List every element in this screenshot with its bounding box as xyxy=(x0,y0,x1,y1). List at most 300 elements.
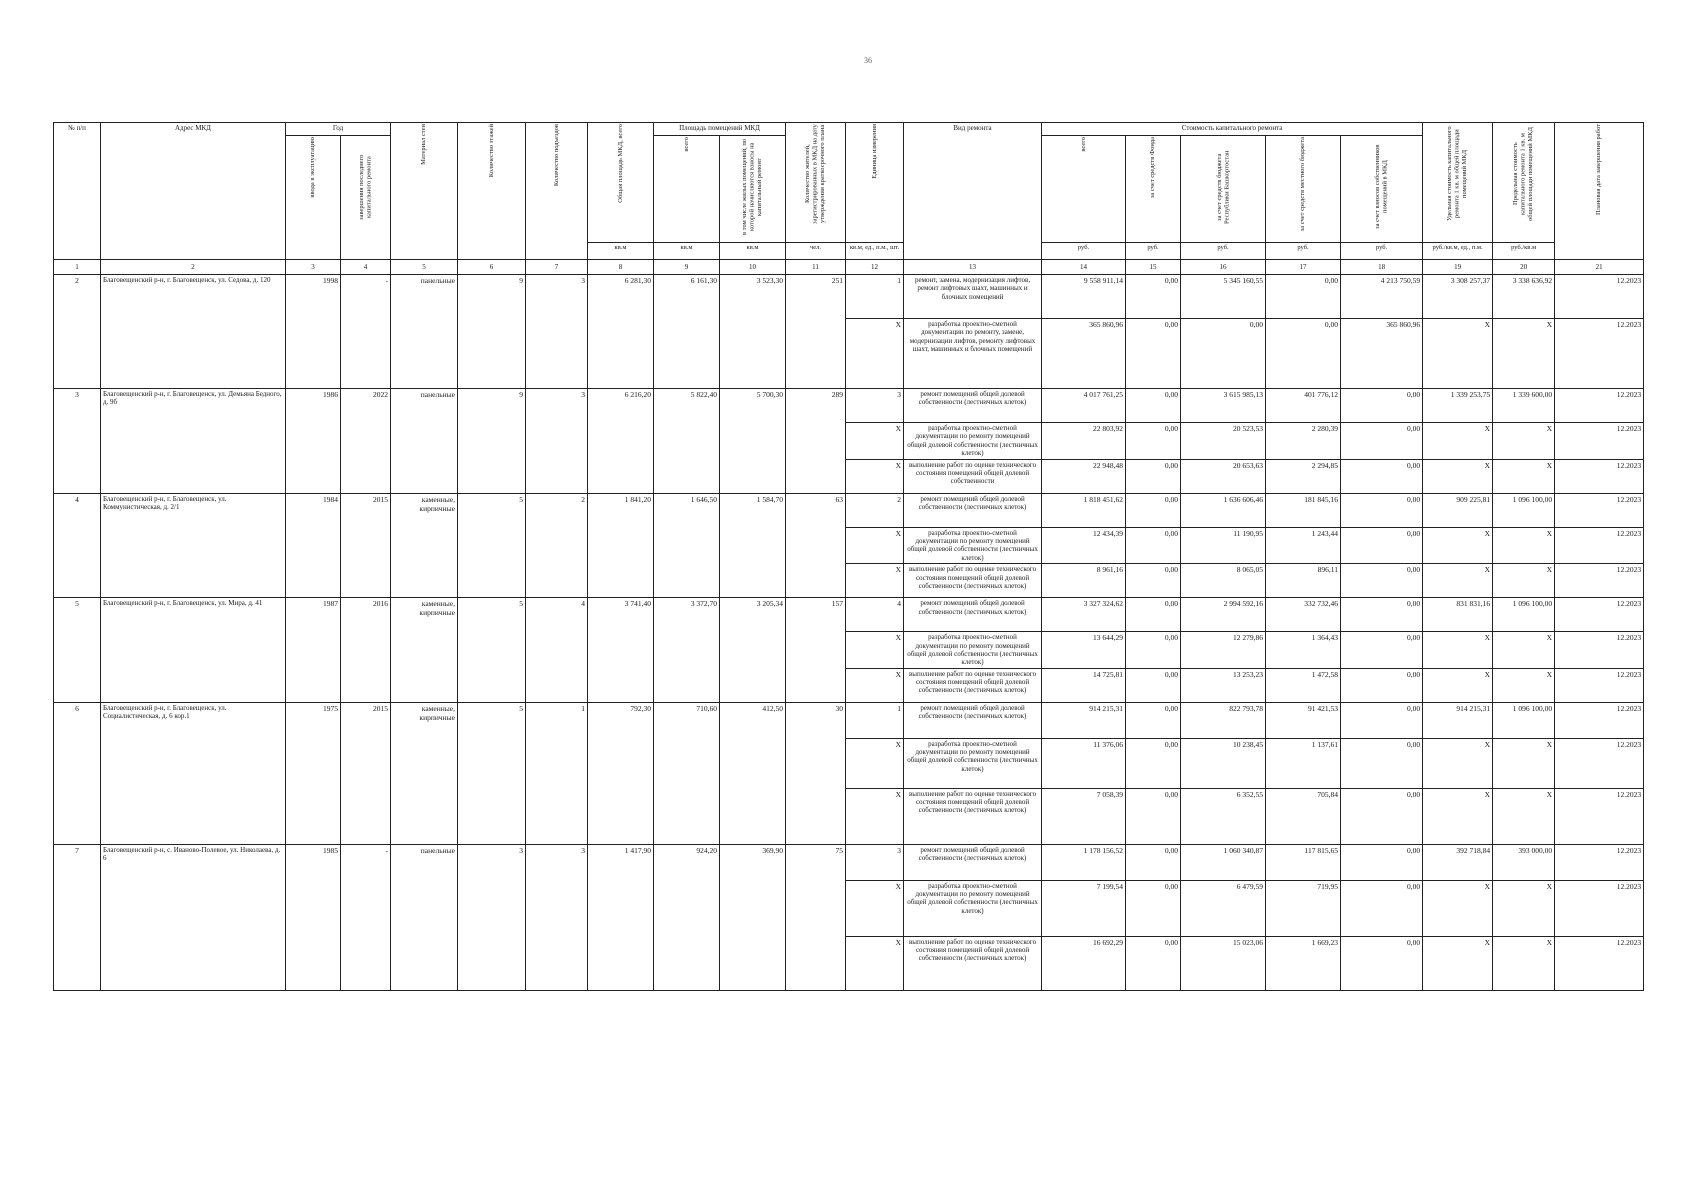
column-number: 14 xyxy=(1042,260,1126,275)
cost-republic-cell: 1 636 606,46 xyxy=(1181,493,1266,527)
wall-material-cell: панельные xyxy=(391,844,458,990)
total-area-cell: 3 741,40 xyxy=(588,598,654,703)
cost-fund-cell: 0,00 xyxy=(1126,738,1181,788)
repair-type-cell: ремонт, замена, модернизация лифтов, ремонт лифтовых шахт, машинных и блочных помещений xyxy=(904,275,1042,319)
column-number: 6 xyxy=(458,260,526,275)
cost-fund-cell: 0,00 xyxy=(1126,668,1181,702)
column-number: 15 xyxy=(1126,260,1181,275)
unit-cost-cell: 909 225,81 xyxy=(1423,493,1493,527)
col-header-unit: Единица измерения xyxy=(846,123,904,243)
deadline-cell: 12.2023 xyxy=(1555,632,1644,669)
repair-type-cell: разработка проектно-сметной документации по ремонту помещений общей долевой собственности (лестничных клеток) xyxy=(904,527,1042,564)
floors-cell: 5 xyxy=(458,493,526,598)
cost-total-cell: 1 818 451,62 xyxy=(1042,493,1126,527)
cost-total-cell: 7 199,54 xyxy=(1042,880,1126,936)
limit-cost-cell: 3 338 636,92 xyxy=(1493,275,1555,319)
total-area-cell: 792,30 xyxy=(588,702,654,844)
deadline-cell: 12.2023 xyxy=(1555,738,1644,788)
unit-cost-cell: X xyxy=(1423,880,1493,936)
unit-cell: X xyxy=(846,738,904,788)
col-header-area-residential: в том числе жилых помещений, по которой начисляются взносы на капитальный ремонт xyxy=(720,136,786,243)
cost-fund-cell: 0,00 xyxy=(1126,702,1181,738)
wall-material-cell: каменные, кирпичные xyxy=(391,493,458,598)
deadline-cell: 12.2023 xyxy=(1555,844,1644,880)
cost-fund-cell: 0,00 xyxy=(1126,389,1181,423)
deadline-cell: 12.2023 xyxy=(1555,936,1644,990)
unit-cost-cell: X xyxy=(1423,788,1493,844)
unit-cell: X xyxy=(846,788,904,844)
year-last-repair-cell: 2015 xyxy=(341,493,391,598)
unit-cost-cell: X xyxy=(1423,423,1493,460)
cost-total-cell: 14 725,81 xyxy=(1042,668,1126,702)
table-body xyxy=(54,275,1644,991)
cost-republic-cell: 1 060 340,87 xyxy=(1181,844,1266,880)
cost-total-cell: 22 948,48 xyxy=(1042,459,1126,493)
cost-local-cell: 0,00 xyxy=(1266,275,1341,319)
cost-fund-cell: 0,00 xyxy=(1126,880,1181,936)
cost-total-cell: 1 178 156,52 xyxy=(1042,844,1126,880)
column-number: 20 xyxy=(1493,260,1555,275)
total-area-cell: 6 216,20 xyxy=(588,389,654,494)
repair-type-cell: выполнение работ по оценке технического состояния помещений общей долевой собственности (лестничных клеток) xyxy=(904,668,1042,702)
year-commission-cell: 1986 xyxy=(286,389,341,494)
col-header-total-area: Общая площадь МКД, всего xyxy=(588,123,654,243)
row-number: 7 xyxy=(54,844,101,990)
column-number: 9 xyxy=(654,260,720,275)
limit-cost-cell: 1 096 100,00 xyxy=(1493,598,1555,632)
cost-republic-cell: 5 345 160,55 xyxy=(1181,275,1266,319)
repair-type-cell: выполнение работ по оценке технического состояния помещений общей долевой собственности (лестничных клеток) xyxy=(904,788,1042,844)
entrances-cell: 2 xyxy=(526,493,588,598)
limit-cost-cell: 1 096 100,00 xyxy=(1493,702,1555,738)
col-header-n: № п/п xyxy=(54,123,101,260)
cost-local-cell: 1 137,61 xyxy=(1266,738,1341,788)
unit-cell: X xyxy=(846,880,904,936)
unit-cost-total: руб. xyxy=(1042,243,1126,260)
cost-total-cell: 7 058,39 xyxy=(1042,788,1126,844)
limit-cost-cell: X xyxy=(1493,788,1555,844)
column-number: 19 xyxy=(1423,260,1493,275)
wall-material-cell: каменные, кирпичные xyxy=(391,598,458,703)
year-commission-cell: 1975 xyxy=(286,702,341,844)
address-cell: Благовещенский р-н, г. Благовещенск, ул. Седова, д. 120 xyxy=(101,275,286,389)
cost-fund-cell: 0,00 xyxy=(1126,493,1181,527)
column-number: 1 xyxy=(54,260,101,275)
col-header-limit-cost: Предельная стоимость капитального ремонта 1 кв. м общей площади помещений МКД xyxy=(1493,123,1555,243)
column-number: 11 xyxy=(786,260,846,275)
row-number: 2 xyxy=(54,275,101,389)
floors-cell: 9 xyxy=(458,389,526,494)
entrances-cell: 3 xyxy=(526,389,588,494)
cost-owners-cell: 0,00 xyxy=(1341,527,1423,564)
table-row xyxy=(54,702,1644,738)
column-number: 3 xyxy=(286,260,341,275)
cost-republic-cell: 15 023,06 xyxy=(1181,936,1266,990)
area-all-cell: 3 372,70 xyxy=(654,598,720,703)
entrances-cell: 3 xyxy=(526,275,588,389)
cost-fund-cell: 0,00 xyxy=(1126,459,1181,493)
col-header-floors: Количество этажей xyxy=(458,123,526,260)
total-area-cell: 1 417,90 xyxy=(588,844,654,990)
limit-cost-cell: X xyxy=(1493,564,1555,598)
wall-material-cell: панельные xyxy=(391,389,458,494)
entrances-cell: 1 xyxy=(526,702,588,844)
limit-cost-cell: X xyxy=(1493,527,1555,564)
col-header-year-group: Год xyxy=(286,123,391,136)
column-number: 7 xyxy=(526,260,588,275)
cost-local-cell: 896,11 xyxy=(1266,564,1341,598)
unit-cost-cell: 392 718,84 xyxy=(1423,844,1493,880)
cost-local-cell: 401 776,12 xyxy=(1266,389,1341,423)
year-last-repair-cell: 2022 xyxy=(341,389,391,494)
cost-total-cell: 4 017 761,25 xyxy=(1042,389,1126,423)
deadline-cell: 12.2023 xyxy=(1555,598,1644,632)
column-number: 2 xyxy=(101,260,286,275)
column-number: 17 xyxy=(1266,260,1341,275)
col-header-cost-group: Стоимость капитального ремонта xyxy=(1042,123,1423,136)
cost-local-cell: 0,00 xyxy=(1266,319,1341,389)
cost-total-cell: 13 644,29 xyxy=(1042,632,1126,669)
total-area-cell: 6 281,30 xyxy=(588,275,654,389)
col-header-deadline: Плановая дата завершения работ xyxy=(1555,123,1644,260)
col-header-area-group: Площадь помещений МКД xyxy=(654,123,786,136)
cost-republic-cell: 12 279,86 xyxy=(1181,632,1266,669)
deadline-cell: 12.2023 xyxy=(1555,319,1644,389)
area-residential-cell: 5 700,30 xyxy=(720,389,786,494)
row-number: 4 xyxy=(54,493,101,598)
cost-total-cell: 16 692,29 xyxy=(1042,936,1126,990)
unit-area-all: кв.м xyxy=(654,243,720,260)
unit-cost-republic: руб. xyxy=(1181,243,1266,260)
deadline-cell: 12.2023 xyxy=(1555,275,1644,319)
cost-owners-cell: 0,00 xyxy=(1341,738,1423,788)
floors-cell: 5 xyxy=(458,702,526,844)
cost-republic-cell: 11 190,95 xyxy=(1181,527,1266,564)
repair-type-cell: разработка проектно-сметной документации по ремонту, замене, модернизации лифтов, ремонту лифтовых шахт, машинных и блочных помещений xyxy=(904,319,1042,389)
unit-cost-cell: X xyxy=(1423,527,1493,564)
unit-cost-cell: X xyxy=(1423,319,1493,389)
unit-cell: 3 xyxy=(846,389,904,423)
residents-cell: 157 xyxy=(786,598,846,703)
cost-fund-cell: 0,00 xyxy=(1126,936,1181,990)
cost-total-cell: 3 327 324,62 xyxy=(1042,598,1126,632)
deadline-cell: 12.2023 xyxy=(1555,423,1644,460)
residents-cell: 63 xyxy=(786,493,846,598)
area-all-cell: 924,20 xyxy=(654,844,720,990)
residents-cell: 289 xyxy=(786,389,846,494)
cost-fund-cell: 0,00 xyxy=(1126,844,1181,880)
column-number: 16 xyxy=(1181,260,1266,275)
cost-owners-cell: 0,00 xyxy=(1341,788,1423,844)
cost-fund-cell: 0,00 xyxy=(1126,632,1181,669)
unit-cost-cell: X xyxy=(1423,564,1493,598)
deadline-cell: 12.2023 xyxy=(1555,493,1644,527)
cost-owners-cell: 0,00 xyxy=(1341,493,1423,527)
unit-cost-local: руб. xyxy=(1266,243,1341,260)
repair-type-cell: разработка проектно-сметной документации по ремонту помещений общей долевой собственности (лестничных клеток) xyxy=(904,880,1042,936)
cost-owners-cell: 0,00 xyxy=(1341,880,1423,936)
unit-cell: X xyxy=(846,319,904,389)
cost-republic-cell: 13 253,23 xyxy=(1181,668,1266,702)
area-residential-cell: 3 205,34 xyxy=(720,598,786,703)
floors-cell: 5 xyxy=(458,598,526,703)
unit-cost-cell: 914 215,31 xyxy=(1423,702,1493,738)
cost-owners-cell: 0,00 xyxy=(1341,389,1423,423)
cost-owners-cell: 0,00 xyxy=(1341,564,1423,598)
cost-fund-cell: 0,00 xyxy=(1126,527,1181,564)
cost-republic-cell: 3 615 985,13 xyxy=(1181,389,1266,423)
repair-plan-table xyxy=(53,122,1644,991)
cost-local-cell: 705,84 xyxy=(1266,788,1341,844)
year-last-repair-cell: - xyxy=(341,844,391,990)
column-number: 21 xyxy=(1555,260,1644,275)
column-number: 10 xyxy=(720,260,786,275)
cost-owners-cell: 0,00 xyxy=(1341,632,1423,669)
area-all-cell: 5 822,40 xyxy=(654,389,720,494)
limit-cost-cell: X xyxy=(1493,738,1555,788)
table-row xyxy=(54,844,1644,880)
cost-owners-cell: 0,00 xyxy=(1341,423,1423,460)
deadline-cell: 12.2023 xyxy=(1555,702,1644,738)
limit-cost-cell: X xyxy=(1493,319,1555,389)
cost-republic-cell: 6 479,59 xyxy=(1181,880,1266,936)
unit-unit-cost: руб./кв.м, ед., п.м. xyxy=(1423,243,1493,260)
entrances-cell: 4 xyxy=(526,598,588,703)
cost-owners-cell: 0,00 xyxy=(1341,844,1423,880)
cost-total-cell: 11 376,06 xyxy=(1042,738,1126,788)
cost-owners-cell: 4 213 750,59 xyxy=(1341,275,1423,319)
repair-type-cell: ремонт помещений общей долевой собственности (лестничных клеток) xyxy=(904,598,1042,632)
unit-cell: X xyxy=(846,423,904,460)
repair-type-cell: выполнение работ по оценке технического состояния помещений общей долевой собственности (лестничных клеток) xyxy=(904,564,1042,598)
unit-cost-fund: руб. xyxy=(1126,243,1181,260)
cost-total-cell: 9 558 911,14 xyxy=(1042,275,1126,319)
cost-local-cell: 332 732,46 xyxy=(1266,598,1341,632)
deadline-cell: 12.2023 xyxy=(1555,459,1644,493)
col-header-cost-local: за счет средств местного бюджета xyxy=(1266,136,1341,243)
address-cell: Благовещенский р-н, г. Благовещенск, ул. Демьяна Бедного, д. 9б xyxy=(101,389,286,494)
cost-total-cell: 8 961,16 xyxy=(1042,564,1126,598)
table-row xyxy=(54,493,1644,527)
col-header-wall-material: Материал стен xyxy=(391,123,458,260)
row-number: 6 xyxy=(54,702,101,844)
limit-cost-cell: X xyxy=(1493,632,1555,669)
deadline-cell: 12.2023 xyxy=(1555,880,1644,936)
cost-fund-cell: 0,00 xyxy=(1126,598,1181,632)
cost-local-cell: 117 815,65 xyxy=(1266,844,1341,880)
unit-residents: чел. xyxy=(786,243,846,260)
cost-total-cell: 914 215,31 xyxy=(1042,702,1126,738)
deadline-cell: 12.2023 xyxy=(1555,788,1644,844)
cost-republic-cell: 0,00 xyxy=(1181,319,1266,389)
cost-owners-cell: 365 860,96 xyxy=(1341,319,1423,389)
area-residential-cell: 3 523,30 xyxy=(720,275,786,389)
col-header-residents: Количество жителей, зарегистрированных в МКД на дату утверждения краткосрочного плана xyxy=(786,123,846,243)
cost-owners-cell: 0,00 xyxy=(1341,936,1423,990)
repair-type-cell: ремонт помещений общей долевой собственности (лестничных клеток) xyxy=(904,702,1042,738)
cost-local-cell: 1 472,58 xyxy=(1266,668,1341,702)
address-cell: Благовещенский р-н, г. Благовещенск, ул. Коммунистическая, д. 2/1 xyxy=(101,493,286,598)
unit-cost-cell: 3 308 257,37 xyxy=(1423,275,1493,319)
unit-cost-cell: X xyxy=(1423,668,1493,702)
limit-cost-cell: X xyxy=(1493,668,1555,702)
limit-cost-cell: 393 000,00 xyxy=(1493,844,1555,880)
unit-cost-cell: X xyxy=(1423,459,1493,493)
unit-cell: X xyxy=(846,564,904,598)
cost-fund-cell: 0,00 xyxy=(1126,788,1181,844)
unit-cell: X xyxy=(846,936,904,990)
row-number: 5 xyxy=(54,598,101,703)
table-row xyxy=(54,275,1644,319)
unit-cost-cell: 1 339 253,75 xyxy=(1423,389,1493,423)
cost-total-cell: 22 803,92 xyxy=(1042,423,1126,460)
unit-cell: X xyxy=(846,632,904,669)
column-number: 12 xyxy=(846,260,904,275)
table-row xyxy=(54,389,1644,423)
entrances-cell: 3 xyxy=(526,844,588,990)
unit-cell: 3 xyxy=(846,844,904,880)
column-number: 5 xyxy=(391,260,458,275)
cost-fund-cell: 0,00 xyxy=(1126,564,1181,598)
year-commission-cell: 1987 xyxy=(286,598,341,703)
total-area-cell: 1 841,20 xyxy=(588,493,654,598)
limit-cost-cell: 1 096 100,00 xyxy=(1493,493,1555,527)
deadline-cell: 12.2023 xyxy=(1555,527,1644,564)
repair-type-cell: выполнение работ по оценке технического состояния помещений общей долевой собственности xyxy=(904,459,1042,493)
floors-cell: 3 xyxy=(458,844,526,990)
year-commission-cell: 1985 xyxy=(286,844,341,990)
cost-owners-cell: 0,00 xyxy=(1341,598,1423,632)
unit-total-area: кв.м xyxy=(588,243,654,260)
area-all-cell: 6 161,30 xyxy=(654,275,720,389)
unit-unit: кв.м, ед., п.м., шт. xyxy=(846,243,904,260)
repair-plan-table-sheet xyxy=(53,122,1643,1082)
residents-cell: 30 xyxy=(786,702,846,844)
unit-cost-cell: 831 831,16 xyxy=(1423,598,1493,632)
repair-type-cell: разработка проектно-сметной документации по ремонту помещений общей долевой собственности (лестничных клеток) xyxy=(904,738,1042,788)
cost-total-cell: 365 860,96 xyxy=(1042,319,1126,389)
col-header-cost-owners: за счет взносов собственников помещений в МКД xyxy=(1341,136,1423,243)
unit-cell: X xyxy=(846,459,904,493)
col-header-year-last-repair: завершения последнего капитального ремонта xyxy=(341,136,391,260)
deadline-cell: 12.2023 xyxy=(1555,668,1644,702)
cost-republic-cell: 2 994 592,16 xyxy=(1181,598,1266,632)
repair-type-cell: ремонт помещений общей долевой собственности (лестничных клеток) xyxy=(904,844,1042,880)
cost-republic-cell: 10 238,45 xyxy=(1181,738,1266,788)
cost-republic-cell: 8 065,05 xyxy=(1181,564,1266,598)
column-numbers-row xyxy=(54,260,1644,275)
unit-cost-cell: X xyxy=(1423,936,1493,990)
cost-fund-cell: 0,00 xyxy=(1126,423,1181,460)
residents-cell: 251 xyxy=(786,275,846,389)
column-number: 13 xyxy=(904,260,1042,275)
year-commission-cell: 1984 xyxy=(286,493,341,598)
repair-type-cell: ремонт помещений общей долевой собственности (лестничных клеток) xyxy=(904,493,1042,527)
unit-cell: 2 xyxy=(846,493,904,527)
repair-type-cell: ремонт помещений общей долевой собственности (лестничных клеток) xyxy=(904,389,1042,423)
year-commission-cell: 1998 xyxy=(286,275,341,389)
unit-cost-cell: X xyxy=(1423,738,1493,788)
unit-cost-cell: X xyxy=(1423,632,1493,669)
cost-republic-cell: 6 352,55 xyxy=(1181,788,1266,844)
cost-local-cell: 1 669,23 xyxy=(1266,936,1341,990)
unit-cell: X xyxy=(846,668,904,702)
cost-republic-cell: 20 523,53 xyxy=(1181,423,1266,460)
unit-cell: 1 xyxy=(846,702,904,738)
table-row xyxy=(54,598,1644,632)
limit-cost-cell: 1 339 600,00 xyxy=(1493,389,1555,423)
cost-owners-cell: 0,00 xyxy=(1341,459,1423,493)
area-residential-cell: 369,90 xyxy=(720,844,786,990)
col-header-address: Адрес МКД xyxy=(101,123,286,260)
cost-local-cell: 1 364,43 xyxy=(1266,632,1341,669)
column-number: 4 xyxy=(341,260,391,275)
cost-local-cell: 1 243,44 xyxy=(1266,527,1341,564)
area-residential-cell: 1 584,70 xyxy=(720,493,786,598)
col-header-entrances: Количество подъездов xyxy=(526,123,588,260)
deadline-cell: 12.2023 xyxy=(1555,564,1644,598)
address-cell: Благовещенский р-н, г. Благовещенск, ул. Мира, д. 41 xyxy=(101,598,286,703)
unit-limit-cost: руб./кв.м xyxy=(1493,243,1555,260)
year-last-repair-cell: - xyxy=(341,275,391,389)
cost-owners-cell: 0,00 xyxy=(1341,702,1423,738)
residents-cell: 75 xyxy=(786,844,846,990)
col-header-repair-type: Вид ремонта xyxy=(904,123,1042,260)
cost-republic-cell: 20 653,63 xyxy=(1181,459,1266,493)
column-number: 8 xyxy=(588,260,654,275)
deadline-cell: 12.2023 xyxy=(1555,389,1644,423)
year-last-repair-cell: 2015 xyxy=(341,702,391,844)
unit-area-residential: кв.м xyxy=(720,243,786,260)
area-all-cell: 1 646,50 xyxy=(654,493,720,598)
repair-type-cell: разработка проектно-сметной документации по ремонту помещений общей долевой собственности (лестничных клеток) xyxy=(904,423,1042,460)
col-header-unit-cost: Удельная стоимость капитального ремонта 1 кв. м общей площади помещений МКД xyxy=(1423,123,1493,243)
wall-material-cell: панельные xyxy=(391,275,458,389)
row-number: 3 xyxy=(54,389,101,494)
cost-local-cell: 719,95 xyxy=(1266,880,1341,936)
cost-fund-cell: 0,00 xyxy=(1126,275,1181,319)
cost-local-cell: 181 845,16 xyxy=(1266,493,1341,527)
address-cell: Благовещенский р-н, с. Иваново-Полевое, ул. Николаева, д. 6 xyxy=(101,844,286,990)
repair-type-cell: выполнение работ по оценке технического состояния помещений общей долевой собственности (лестничных клеток) xyxy=(904,936,1042,990)
col-header-cost-fund: за счет средств Фонда xyxy=(1126,136,1181,243)
limit-cost-cell: X xyxy=(1493,880,1555,936)
floors-cell: 9 xyxy=(458,275,526,389)
cost-owners-cell: 0,00 xyxy=(1341,668,1423,702)
col-header-year-commission: ввода в эксплуатацию xyxy=(286,136,341,260)
cost-republic-cell: 822 793,78 xyxy=(1181,702,1266,738)
wall-material-cell: каменные, кирпичные xyxy=(391,702,458,844)
repair-type-cell: разработка проектно-сметной документации по ремонту помещений общей долевой собственности (лестничных клеток) xyxy=(904,632,1042,669)
cost-local-cell: 2 294,85 xyxy=(1266,459,1341,493)
cost-total-cell: 12 434,39 xyxy=(1042,527,1126,564)
limit-cost-cell: X xyxy=(1493,936,1555,990)
col-header-cost-republic: за счет средств бюджета Республики Башкортостан xyxy=(1181,136,1266,243)
unit-cost-owners: руб. xyxy=(1341,243,1423,260)
col-header-cost-total: всего xyxy=(1042,136,1126,243)
column-number: 18 xyxy=(1341,260,1423,275)
unit-cell: 1 xyxy=(846,275,904,319)
col-header-area-all: всего xyxy=(654,136,720,243)
area-residential-cell: 412,50 xyxy=(720,702,786,844)
year-last-repair-cell: 2016 xyxy=(341,598,391,703)
area-all-cell: 710,60 xyxy=(654,702,720,844)
limit-cost-cell: X xyxy=(1493,459,1555,493)
unit-cell: X xyxy=(846,527,904,564)
cost-local-cell: 91 421,53 xyxy=(1266,702,1341,738)
page-number: 36 xyxy=(864,56,872,65)
cost-local-cell: 2 280,39 xyxy=(1266,423,1341,460)
